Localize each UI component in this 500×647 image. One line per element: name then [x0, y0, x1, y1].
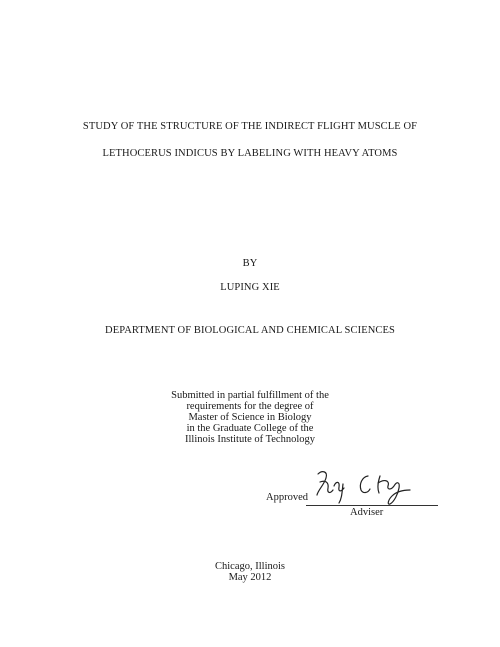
submission-line: Master of Science in Biology: [188, 412, 312, 423]
submission-line: Submitted in partial fulfillment of the: [171, 390, 329, 401]
adviser-label: Adviser: [350, 507, 384, 518]
adviser-signature: [312, 468, 442, 506]
thesis-title-line-1: STUDY OF THE STRUCTURE OF THE INDIRECT FLIGHT MUSCLE OF: [82, 121, 418, 132]
by-label: BY: [242, 258, 258, 269]
submission-line: in the Graduate College of the: [186, 423, 314, 434]
signature-line: [306, 505, 438, 506]
department-name: DEPARTMENT OF BIOLOGICAL AND CHEMICAL SCIENCES: [105, 325, 395, 336]
date: May 2012: [228, 572, 272, 583]
submission-line: Illinois Institute of Technology: [184, 434, 315, 445]
place: Chicago, Illinois: [215, 561, 285, 572]
thesis-title-line-2: LETHOCERUS INDICUS BY LABELING WITH HEAVY ATOMS: [102, 148, 398, 159]
author-name: LUPING XIE: [220, 282, 280, 293]
submission-line: requirements for the degree of: [186, 401, 314, 412]
approved-label: Approved: [266, 492, 308, 503]
submission-statement: [0, 390, 500, 445]
